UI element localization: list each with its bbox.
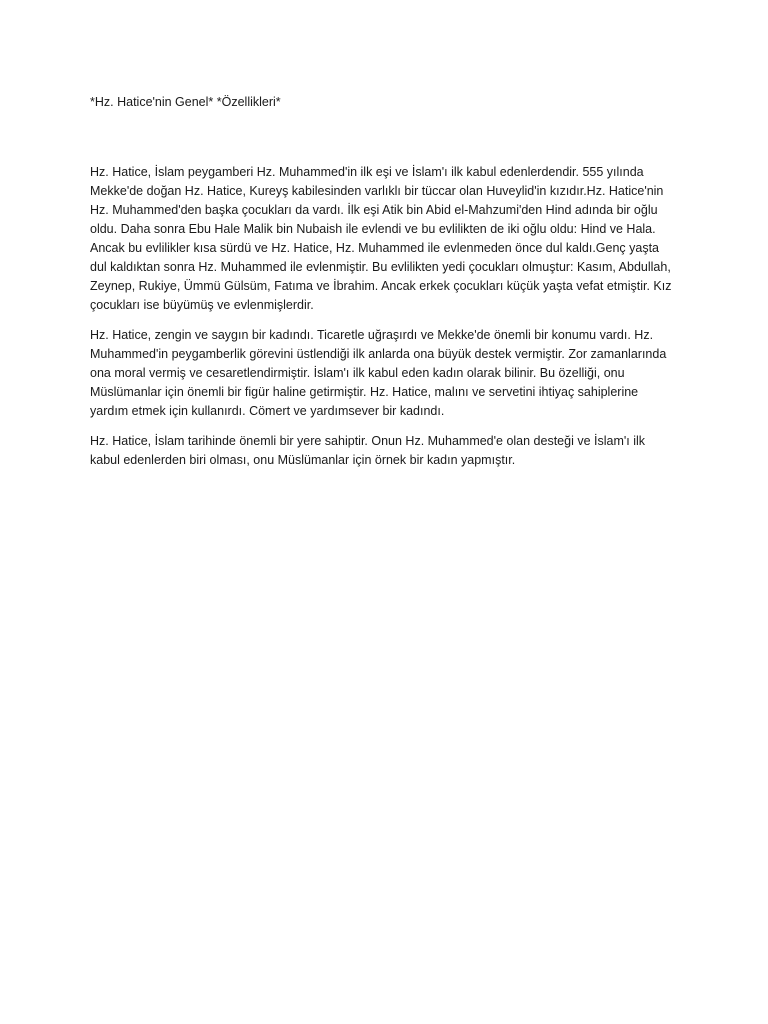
paragraph-2: Hz. Hatice, zengin ve saygın bir kadındı. Ticaretle uğraşırdı ve Mekke'de önemli bir konumu vardı. Hz. Muhammed'in peygamberlik görevini üstlendiği ilk anlarda ona büyük destek vermiştir. Zor zamanlarında ona moral vermiş ve cesaretlendirmiştir. İslam'ı ilk kabul eden kadın olarak bilinir. Bu özelliği, onu Müslümanlar için önemli bir figür haline getirmiştir. Hz. Hatice, malını ve servetini ihtiyaç sahiplerine yardım etmek için kullanırdı. Cömert ve yardımsever bir kadındı. [90,328,667,418]
document-title: *Hz. Hatice'nin Genel* *Özellikleri* [90,95,281,109]
paragraph-3: Hz. Hatice, İslam tarihinde önemli bir yere sahiptir. Onun Hz. Muhammed'e olan desteği ve İslam'ı ilk kabul edenlerden biri olması, onu Müslümanlar için örnek bir kadın yapmıştır. [90,434,646,467]
paragraph-1: Hz. Hatice, İslam peygamberi Hz. Muhammed'in ilk eşi ve İslam'ı ilk kabul edenlerdendir. 555 yılında Mekke'de doğan Hz. Hatice, Kureyş kabilesinden varlıklı bir tüccar olan Huveylid'in kızıdır.Hz. Hatice'nin Hz. Muhammed'den başka çocukları da vardı. İlk eşi Atik bin Abid el-Mahzumi'den Hind adında bir oğlu oldu. Daha sonra Ebu Hale Malik bin Nubaish ile evlendi ve bu evlilikten de iki oğlu oldu: Hind ve Hala. Ancak bu evlilikler kısa sürdü ve Hz. Hatice, Hz. Muhammed ile evlenmeden önce dul kaldı.Genç yaşta dul kaldıktan sonra Hz. Muhammed ile evlenmiştir. Bu evlilikten yedi çocukları olmuştur: Kasım, Abdullah, Zeynep, Rukiye, Ümmü Gülsüm, Fatıma ve İbrahim. Ancak erkek çocukları küçük yaşta vefat etmiştir. Kız çocukları ise büyümüş ve evlenmişlerdir. [90,165,672,312]
